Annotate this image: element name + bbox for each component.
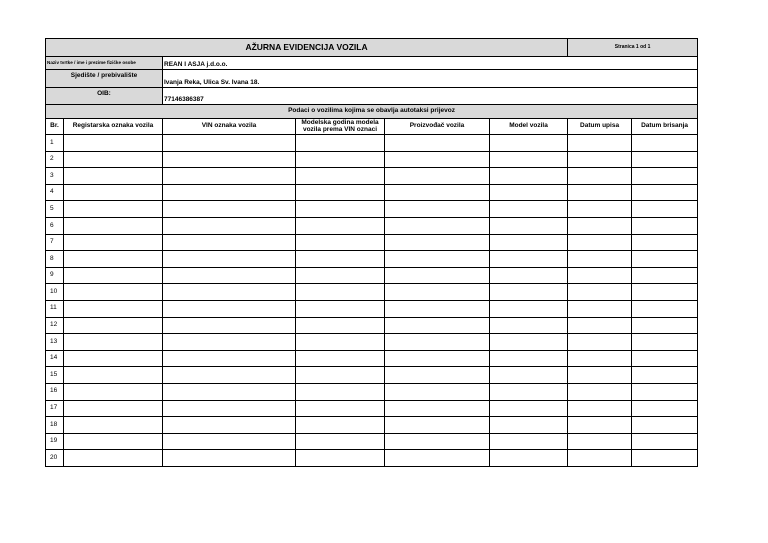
table-cell: [296, 383, 385, 400]
table-cell: [385, 234, 490, 251]
table-cell: [385, 168, 490, 185]
table-cell: [385, 433, 490, 450]
table-cell: [163, 251, 296, 268]
row-number: 7: [46, 234, 64, 251]
table-cell: [490, 350, 568, 367]
row-number: 14: [46, 350, 64, 367]
table-cell: [64, 334, 163, 351]
table-cell: [568, 234, 632, 251]
table-cell: [163, 383, 296, 400]
table-cell: [568, 400, 632, 417]
table-row: [46, 135, 698, 152]
table-row: [46, 350, 698, 367]
table-cell: [163, 151, 296, 168]
row-number: 8: [46, 251, 64, 268]
table-row: [46, 267, 698, 284]
table-cell: [385, 217, 490, 234]
table-cell: [64, 300, 163, 317]
table-cell: [385, 201, 490, 218]
table-cell: [385, 417, 490, 434]
table-cell: [490, 417, 568, 434]
row-number: 6: [46, 217, 64, 234]
table-cell: [64, 284, 163, 301]
table-row: [46, 300, 698, 317]
table-cell: [163, 334, 296, 351]
oib-label: OIB:: [46, 88, 163, 105]
table-cell: [296, 433, 385, 450]
table-cell: [632, 367, 698, 384]
table-cell: [163, 450, 296, 467]
table-cell: [490, 433, 568, 450]
table-cell: [296, 201, 385, 218]
column-header-entry-date: Datum upisa: [568, 119, 632, 135]
table-cell: [632, 251, 698, 268]
table-cell: [490, 317, 568, 334]
table-cell: [163, 135, 296, 152]
table-cell: [296, 450, 385, 467]
column-header-vin: VIN oznaka vozila: [163, 119, 296, 135]
table-cell: [163, 217, 296, 234]
table-cell: [568, 168, 632, 185]
company-label: Naziv tvrtke / ime i prezime fizičke osobe: [46, 57, 163, 70]
table-row: [46, 217, 698, 234]
section-title: Podaci o vozilima kojima se obavlja autotaksi prijevoz: [46, 105, 698, 119]
table-cell: [385, 300, 490, 317]
table-cell: [163, 267, 296, 284]
table-cell: [296, 317, 385, 334]
table-cell: [568, 284, 632, 301]
table-cell: [490, 217, 568, 234]
row-number: 20: [46, 450, 64, 467]
table-cell: [490, 300, 568, 317]
table-cell: [632, 383, 698, 400]
table-cell: [568, 151, 632, 168]
table-cell: [163, 433, 296, 450]
table-cell: [490, 400, 568, 417]
row-number: 12: [46, 317, 64, 334]
table-cell: [632, 334, 698, 351]
table-cell: [64, 135, 163, 152]
table-row: [46, 201, 698, 218]
table-cell: [568, 217, 632, 234]
column-header-model: Model vozila: [490, 119, 568, 135]
table-cell: [163, 284, 296, 301]
table-row: [46, 334, 698, 351]
table-cell: [385, 151, 490, 168]
table-cell: [632, 168, 698, 185]
table-cell: [385, 383, 490, 400]
table-cell: [296, 400, 385, 417]
table-cell: [632, 417, 698, 434]
table-row: [46, 317, 698, 334]
table-cell: [632, 284, 698, 301]
table-cell: [632, 450, 698, 467]
address-value: Ivanja Reka, Ulica Sv. Ivana 18.: [163, 70, 698, 88]
table-row: [46, 151, 698, 168]
row-number: 17: [46, 400, 64, 417]
table-cell: [632, 350, 698, 367]
table-cell: [568, 135, 632, 152]
column-header-registration: Registarska oznaka vozila: [64, 119, 163, 135]
table-cell: [296, 334, 385, 351]
table-row: [46, 284, 698, 301]
table-cell: [64, 350, 163, 367]
row-number: 5: [46, 201, 64, 218]
document-title: AŽURNA EVIDENCIJA VOZILA: [46, 39, 568, 57]
row-number: 11: [46, 300, 64, 317]
table-cell: [385, 284, 490, 301]
table-cell: [568, 383, 632, 400]
table-cell: [163, 234, 296, 251]
table-cell: [385, 367, 490, 384]
table-cell: [568, 251, 632, 268]
table-cell: [490, 151, 568, 168]
table-cell: [385, 184, 490, 201]
table-cell: [490, 135, 568, 152]
row-number: 13: [46, 334, 64, 351]
oib-value: 77146386387: [163, 88, 698, 105]
table-cell: [64, 367, 163, 384]
table-cell: [296, 367, 385, 384]
table-cell: [632, 151, 698, 168]
table-cell: [296, 234, 385, 251]
table-cell: [296, 135, 385, 152]
table-cell: [632, 201, 698, 218]
column-header-manufacturer: Proizvođač vozila: [385, 119, 490, 135]
table-cell: [568, 417, 632, 434]
table-cell: [568, 300, 632, 317]
table-row: [46, 251, 698, 268]
table-cell: [490, 201, 568, 218]
table-cell: [632, 317, 698, 334]
table-cell: [632, 433, 698, 450]
table-row: [46, 234, 698, 251]
table-cell: [64, 317, 163, 334]
table-cell: [64, 433, 163, 450]
table-cell: [385, 450, 490, 467]
table-cell: [490, 334, 568, 351]
table-row: [46, 168, 698, 185]
row-number: 10: [46, 284, 64, 301]
table-cell: [490, 168, 568, 185]
table-cell: [568, 184, 632, 201]
table-cell: [385, 400, 490, 417]
row-number: 9: [46, 267, 64, 284]
page-info: Stranica 1 od 1: [568, 39, 698, 57]
table-cell: [385, 135, 490, 152]
row-number: 18: [46, 417, 64, 434]
table-cell: [632, 400, 698, 417]
row-number: 2: [46, 151, 64, 168]
table-cell: [490, 367, 568, 384]
table-cell: [296, 350, 385, 367]
table-cell: [163, 417, 296, 434]
row-number: 19: [46, 433, 64, 450]
vehicle-rows: [46, 135, 698, 467]
table-cell: [296, 284, 385, 301]
table-cell: [490, 234, 568, 251]
table-cell: [64, 400, 163, 417]
table-cell: [385, 267, 490, 284]
table-cell: [490, 284, 568, 301]
table-cell: [163, 201, 296, 218]
table-cell: [568, 367, 632, 384]
table-cell: [632, 234, 698, 251]
table-cell: [296, 251, 385, 268]
table-cell: [632, 217, 698, 234]
table-cell: [385, 334, 490, 351]
table-cell: [385, 317, 490, 334]
table-cell: [568, 201, 632, 218]
table-row: [46, 400, 698, 417]
table-cell: [163, 300, 296, 317]
table-cell: [568, 317, 632, 334]
table-cell: [64, 201, 163, 218]
table-cell: [163, 168, 296, 185]
table-row: [46, 433, 698, 450]
table-cell: [490, 184, 568, 201]
table-cell: [64, 267, 163, 284]
table-row: [46, 450, 698, 467]
table-row: [46, 184, 698, 201]
table-cell: [163, 184, 296, 201]
table-cell: [490, 251, 568, 268]
table-cell: [632, 300, 698, 317]
table-cell: [490, 267, 568, 284]
table-cell: [64, 151, 163, 168]
table-cell: [296, 184, 385, 201]
table-row: [46, 417, 698, 434]
table-cell: [490, 450, 568, 467]
table-cell: [296, 168, 385, 185]
table-cell: [568, 350, 632, 367]
table-cell: [296, 151, 385, 168]
table-cell: [64, 184, 163, 201]
table-cell: [64, 251, 163, 268]
table-cell: [632, 267, 698, 284]
column-header-number: Br.: [46, 119, 64, 135]
table-cell: [632, 184, 698, 201]
table-cell: [385, 251, 490, 268]
address-label: Sjedište / prebivalište: [46, 70, 163, 88]
vehicle-register-table: [45, 38, 698, 467]
table-cell: [64, 217, 163, 234]
vehicle-register-sheet: [45, 38, 697, 467]
table-row: [46, 367, 698, 384]
table-cell: [568, 450, 632, 467]
table-cell: [568, 433, 632, 450]
row-number: 15: [46, 367, 64, 384]
company-value: REAN I ASJA j.d.o.o.: [163, 57, 698, 70]
column-header-deletion-date: Datum brisanja: [632, 119, 698, 135]
table-cell: [163, 350, 296, 367]
table-cell: [490, 383, 568, 400]
table-cell: [296, 300, 385, 317]
table-cell: [296, 217, 385, 234]
row-number: 16: [46, 383, 64, 400]
table-row: [46, 383, 698, 400]
table-cell: [385, 350, 490, 367]
table-cell: [632, 135, 698, 152]
table-cell: [64, 383, 163, 400]
table-cell: [64, 417, 163, 434]
table-cell: [163, 317, 296, 334]
table-cell: [64, 450, 163, 467]
row-number: 3: [46, 168, 64, 185]
table-cell: [296, 267, 385, 284]
table-cell: [568, 334, 632, 351]
row-number: 1: [46, 135, 64, 152]
table-cell: [64, 168, 163, 185]
table-cell: [568, 267, 632, 284]
table-cell: [163, 400, 296, 417]
table-cell: [296, 417, 385, 434]
table-cell: [64, 234, 163, 251]
table-cell: [163, 367, 296, 384]
row-number: 4: [46, 184, 64, 201]
column-header-model-year: Modelska godina modela vozila prema VIN oznaci: [296, 119, 385, 135]
